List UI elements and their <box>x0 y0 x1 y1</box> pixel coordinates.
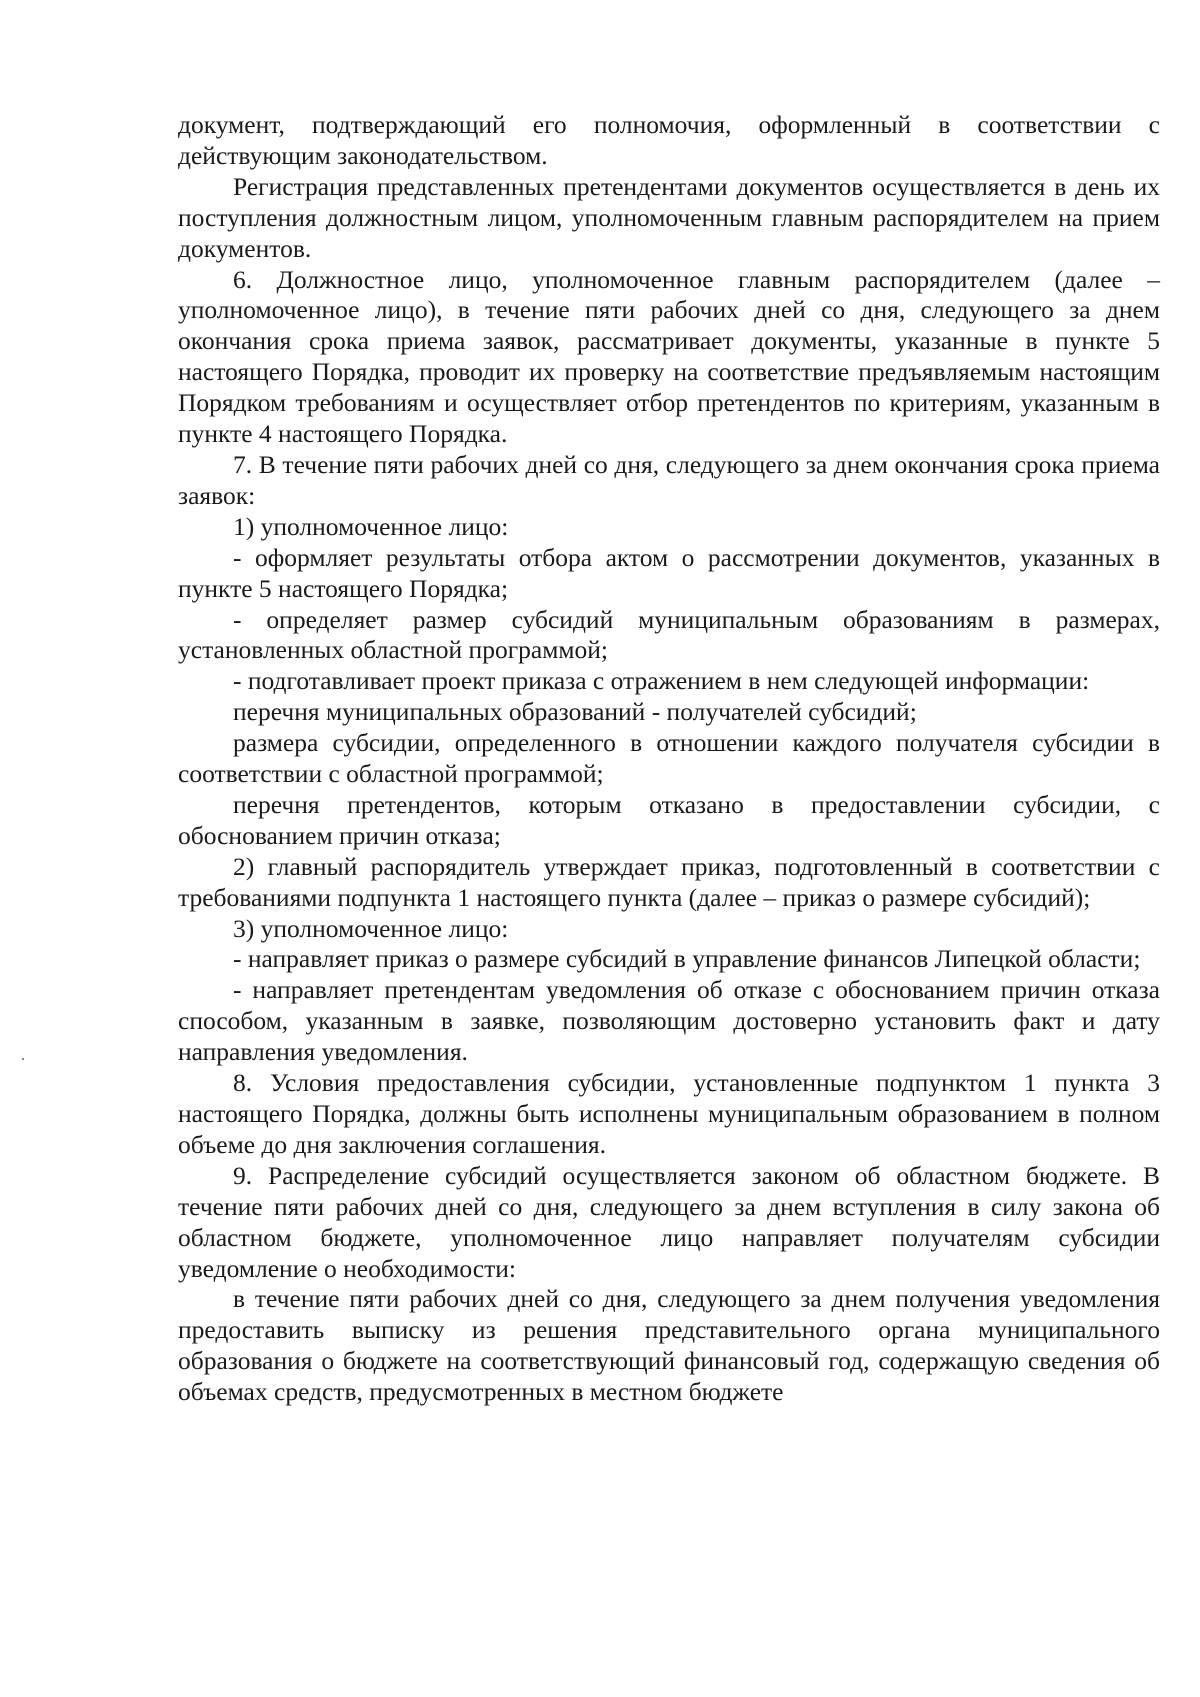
list-item-send-order: - направляет приказ о размере субсидий в управление финансов Липецкой области; <box>233 944 1141 974</box>
list-item-subsidy-size: размера субсидии, определенного в отношении каждого получателя субсидии в соответствии с областной программой; <box>178 728 1160 789</box>
list-item-formalize-results: - оформляет результаты отбора актом о рассмотрении документов, указанных в пункте 5 настоящего Порядка; <box>178 542 1160 603</box>
list-item-recipients: перечня муниципальных образований - получателей субсидий; <box>233 697 917 727</box>
paragraph-subclause-1: 1) уполномоченное лицо: <box>233 511 509 541</box>
document-body <box>178 110 1160 1408</box>
list-item-determine-size: - определяет размер субсидий муниципальным образованиям в размерах, установленных областной программой; <box>178 604 1160 665</box>
paragraph-subclause-2: 2) главный распорядитель утверждает приказ, подготовленный в соответствии с требованиями подпункта 1 настоящего пункта (далее – приказ о размере субсидий); <box>178 851 1160 912</box>
list-item-send-refusals: - направляет претендентам уведомления об отказе с обоснованием причин отказа способом, указанным в заявке, позволяющим достоверно установить факт и дату направления уведомления. <box>178 975 1160 1067</box>
paragraph-clause-9: 9. Распределение субсидий осуществляется законом об областном бюджете. В течение пяти рабочих дней со дня, следующего за днем вступления в силу закона об областном бюджете, уполномоченное лицо направляет получателям субсидии уведомление о необходимости: <box>178 1160 1160 1283</box>
scan-artifact-dot <box>22 1058 24 1060</box>
paragraph-clause-7: 7. В течение пяти рабочих дней со дня, следующего за днем окончания срока приема заявок: <box>178 449 1160 510</box>
paragraph-clause-6: 6. Должностное лицо, уполномоченное главным распорядителем (далее – уполномоченное лицо), в течение пяти рабочих дней со дня, следующего за днем окончания срока приема заявок, рассматривает документы, указанные в пункте 5 настоящего Порядка, проводит их проверку на соответствие предъявляемым настоящим Порядком требованиям и осуществляет отбор претендентов по критериям, указанным в пункте 4 настоящего Порядка. <box>178 264 1160 449</box>
list-item-refused: перечня претендентов, которым отказано в предоставлении субсидии, с обоснованием причин отказа; <box>178 789 1160 850</box>
paragraph-clause-8: 8. Условия предоставления субсидии, установленные подпунктом 1 пункта 3 настоящего Порядка, должны быть исполнены муниципальным образованием в полном объеме до дня заключения соглашения. <box>178 1068 1160 1159</box>
paragraph-continuation: документ, подтверждающий его полномочия, оформленный в соответствии с действующим законодательством. <box>178 110 1160 170</box>
paragraph-subclause-3: 3) уполномоченное лицо: <box>233 913 509 943</box>
paragraph-registration: Регистрация представленных претендентами документов осуществляется в день их поступления должностным лицом, уполномоченным главным распорядителем на прием документов. <box>178 171 1160 263</box>
list-item-prepare-order: - подготавливает проект приказа с отражением в нем следующей информации: <box>233 666 1090 696</box>
paragraph-notification: в течение пяти рабочих дней со дня, следующего за днем получения уведомления предоставить выписку из решения представительного органа муниципального образования о бюджете на соответствующий финансовый год, содержащую сведения об объемах средств, предусмотренных в местном бюджете <box>178 1284 1160 1407</box>
